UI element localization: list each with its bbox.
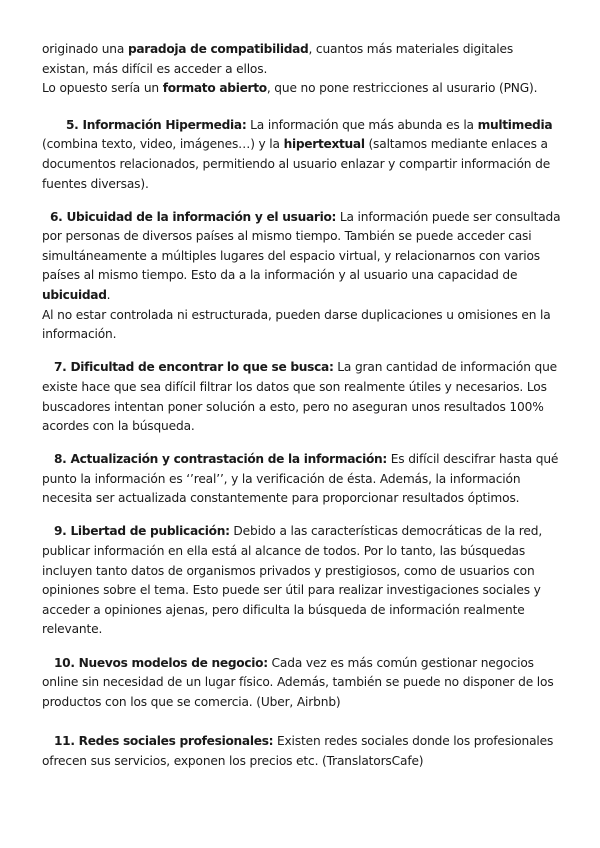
section-text: Es difícil descifrar hasta qué punto la información es ‘’real’’, y la verificación de ésta. Además, la información necesita ser actualizada constantemente para proporcionar resultados óptimos. (42, 452, 559, 506)
section-heading: 8. Actualización y contrastación de la información: (54, 452, 387, 467)
section-heading: 9. Libertad de publicación: (54, 524, 230, 539)
section-6 (42, 208, 562, 306)
intro-text: Lo opuesto sería un (42, 81, 163, 96)
document-page (42, 40, 562, 772)
section-text: Debido a las características democráticas de la red, publicar información en ella está al alcance de todos. Por lo tanto, las búsquedas incluyen tanto datos de organismos privados y prestigiosos, como de usuarios con opiniones sobre el tema. Esto puede ser útil para realizar investigaciones sociales y acceder a opiniones ajenas, pero dificulta la búsqueda de información realmente relevante. (42, 524, 543, 637)
intro-text: , cuantos más materiales digitales existan, más difícil es acceder a ellos. (42, 42, 514, 76)
section-text: . (106, 288, 111, 303)
section-7 (42, 358, 562, 436)
section-heading: 6. Ubicuidad de la información y el usuario: (50, 209, 337, 224)
section-10 (42, 654, 562, 713)
section-text: Existen redes sociales donde los profesionales ofrecen sus servicios, exponen los precios etc. (TranslatorsCafe) (42, 734, 554, 768)
section-11 (42, 732, 562, 771)
section-8 (42, 450, 562, 509)
section-heading: 5. Información Hipermedia: (66, 117, 247, 132)
section-text: (saltamos mediante enlaces a documentos relacionados, permitiendo al usuario enlazar y compartir información de fuentes diversas). (42, 137, 551, 191)
section-9 (42, 522, 562, 640)
section-5 (42, 116, 562, 194)
section-text: La información puede ser consultada por personas de diversos países al mismo tiempo. También se puede acceder casi simultáneamente a múltiples lugares del espacio virtual, y relacionarnos con varios países al mismo tiempo. Esto da a la información y al usuario una capacidad de (42, 209, 561, 283)
section-text: La información que más abunda es la (246, 117, 478, 132)
intro-paragraph (42, 40, 562, 79)
section-bold-term: multimedia (477, 117, 553, 132)
section-heading: 11. Redes sociales profesionales: (54, 734, 274, 749)
section-text: La gran cantidad de información que existe hace que sea difícil filtrar los datos que son realmente útiles y necesarios. Los buscadores intentan poner solución a esto, pero no aseguran unos resultados 100% acordes con la búsqueda. (42, 360, 558, 434)
section-text: (combina texto, video, imágenes…) y la (42, 137, 284, 152)
intro-text: , que no pone restricciones al usurario (PNG). (266, 81, 538, 96)
intro-bold-term: paradoja de compatibilidad (127, 42, 309, 56)
section-6-extra: Al no estar controlada ni estructurada, pueden darse duplicaciones u omisiones en la información. (42, 307, 551, 342)
intro-text: originado una (42, 42, 128, 56)
section-bold-term: hipertextual (283, 137, 365, 152)
section-heading: 7. Dificultad de encontrar lo que se busca: (54, 360, 334, 375)
section-bold-term: ubicuidad (42, 288, 107, 303)
intro-bold-term: formato abierto (162, 81, 267, 96)
intro-paragraph (42, 79, 562, 99)
section-heading: 10. Nuevos modelos de negocio: (54, 655, 268, 670)
section-text: Cada vez es más común gestionar negocios online sin necesidad de un lugar físico. Además, también se puede no disponer de los productos con los que se comercia. (Uber, Airbnb) (42, 655, 554, 709)
